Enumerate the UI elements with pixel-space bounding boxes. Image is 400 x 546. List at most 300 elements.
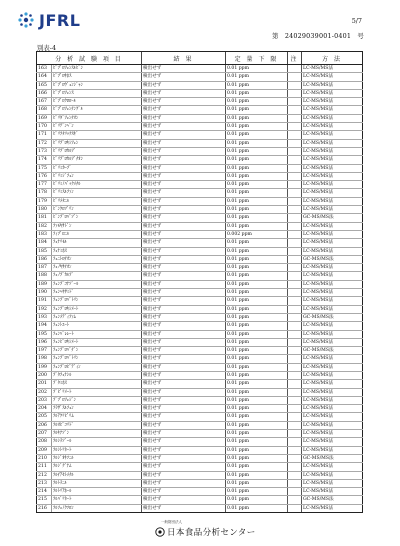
note-cell bbox=[288, 98, 302, 106]
table-row bbox=[37, 380, 363, 388]
analyte-name: ﾌﾙｷﾅｿﾞﾝ bbox=[52, 430, 142, 438]
method-value: LC-MS/MS法 bbox=[302, 230, 363, 238]
method-value: LC-MS/MS法 bbox=[302, 189, 363, 197]
report-number bbox=[268, 31, 364, 40]
result-value: 検出せず bbox=[142, 164, 226, 172]
row-number: 194 bbox=[37, 322, 52, 330]
note-cell bbox=[288, 305, 302, 313]
result-value: 検出せず bbox=[142, 222, 226, 230]
result-value: 検出せず bbox=[142, 330, 226, 338]
method-value: LC-MS/MS法 bbox=[302, 463, 363, 471]
quantitation-limit: 0.01 ppm bbox=[226, 123, 288, 131]
table-row bbox=[37, 504, 363, 512]
result-value: 検出せず bbox=[142, 438, 226, 446]
note-cell bbox=[288, 147, 302, 155]
row-number: 215 bbox=[37, 496, 52, 504]
result-value: 検出せず bbox=[142, 81, 226, 89]
report-number-value: 24029039001-0401 bbox=[284, 32, 352, 40]
row-number: 176 bbox=[37, 172, 52, 180]
method-value: LC-MS/MS法 bbox=[302, 338, 363, 346]
method-value: LC-MS/MS法 bbox=[302, 247, 363, 255]
quantitation-limit: 0.01 ppm bbox=[226, 197, 288, 205]
note-cell bbox=[288, 197, 302, 205]
analyte-name: ﾋﾟﾘﾐｼﾞﾌｪﾝ bbox=[52, 172, 142, 180]
analyte-name: ﾌﾙﾌｪﾉｸｿﾛﾝ bbox=[52, 504, 142, 512]
note-cell bbox=[288, 123, 302, 131]
method-value: LC-MS/MS法 bbox=[302, 396, 363, 404]
method-value: GC-MS/MS法 bbox=[302, 347, 363, 355]
result-value: 検出せず bbox=[142, 430, 226, 438]
result-value: 検出せず bbox=[142, 338, 226, 346]
note-cell bbox=[288, 181, 302, 189]
table-row bbox=[37, 189, 363, 197]
note-cell bbox=[288, 405, 302, 413]
table-row bbox=[37, 396, 363, 404]
table-row bbox=[37, 413, 363, 421]
row-number: 207 bbox=[37, 430, 52, 438]
analyte-name: ﾋﾟﾘﾒﾀﾆﾙ bbox=[52, 197, 142, 205]
analyte-name: ﾌｪﾅﾐﾎｽ bbox=[52, 247, 142, 255]
quantitation-limit: 0.01 ppm bbox=[226, 73, 288, 81]
quantitation-limit: 0.01 ppm bbox=[226, 413, 288, 421]
method-value: LC-MS/MS法 bbox=[302, 264, 363, 272]
method-value: LC-MS/MS法 bbox=[302, 98, 363, 106]
table-row bbox=[37, 280, 363, 288]
result-value: 検出せず bbox=[142, 139, 226, 147]
quantitation-limit: 0.01 ppm bbox=[226, 206, 288, 214]
result-value: 検出せず bbox=[142, 89, 226, 97]
row-number: 195 bbox=[37, 330, 52, 338]
note-cell bbox=[288, 264, 302, 272]
quantitation-limit: 0.01 ppm bbox=[226, 446, 288, 454]
result-value: 検出せず bbox=[142, 272, 226, 280]
quantitation-limit: 0.01 ppm bbox=[226, 65, 288, 73]
method-value: LC-MS/MS法 bbox=[302, 89, 363, 97]
analyte-name: ﾌｪﾆﾄﾛﾁｵﾝ bbox=[52, 255, 142, 263]
table-row bbox=[37, 230, 363, 238]
analyte-name: ﾋﾟﾘﾌﾟﾛｶﾙﾌﾞ bbox=[52, 147, 142, 155]
method-value: LC-MS/MS法 bbox=[302, 330, 363, 338]
analyte-name: ﾌｪﾅﾘﾓﾙ bbox=[52, 239, 142, 247]
row-number: 212 bbox=[37, 471, 52, 479]
quantitation-limit: 0.01 ppm bbox=[226, 305, 288, 313]
note-cell bbox=[288, 421, 302, 429]
row-number: 181 bbox=[37, 214, 52, 222]
row-number: 206 bbox=[37, 421, 52, 429]
note-cell bbox=[288, 247, 302, 255]
quantitation-limit: 0.01 ppm bbox=[226, 181, 288, 189]
note-cell bbox=[288, 255, 302, 263]
method-value: LC-MS/MS法 bbox=[302, 363, 363, 371]
quantitation-limit: 0.01 ppm bbox=[226, 89, 288, 97]
result-value: 検出せず bbox=[142, 388, 226, 396]
quantitation-limit: 0.01 ppm bbox=[226, 189, 288, 197]
table-row bbox=[37, 131, 363, 139]
result-value: 検出せず bbox=[142, 421, 226, 429]
method-value: LC-MS/MS法 bbox=[302, 371, 363, 379]
quantitation-limit: 0.01 ppm bbox=[226, 264, 288, 272]
method-value: GC-MS/MS法 bbox=[302, 313, 363, 321]
table-row bbox=[37, 363, 363, 371]
result-value: 検出せず bbox=[142, 405, 226, 413]
row-number: 163 bbox=[37, 65, 52, 73]
row-number: 183 bbox=[37, 230, 52, 238]
method-value: LC-MS/MS法 bbox=[302, 65, 363, 73]
result-value: 検出せず bbox=[142, 463, 226, 471]
table-label: 別表-4 bbox=[37, 44, 57, 52]
analyte-name: ﾌｪﾝﾌﾞｺﾅｿﾞｰﾙ bbox=[52, 280, 142, 288]
method-value: LC-MS/MS法 bbox=[302, 106, 363, 114]
method-value: GC-MS/MS法 bbox=[302, 496, 363, 504]
result-value: 検出せず bbox=[142, 189, 226, 197]
analyte-name: ﾌﾙﾄﾘｱﾎｰﾙ bbox=[52, 488, 142, 496]
table-row bbox=[37, 322, 363, 330]
result-value: 検出せず bbox=[142, 214, 226, 222]
analyte-name: ﾌﾙｵﾋﾟｺﾘﾄﾞ bbox=[52, 421, 142, 429]
method-value: LC-MS/MS法 bbox=[302, 172, 363, 180]
quantitation-limit: 0.01 ppm bbox=[226, 471, 288, 479]
note-cell bbox=[288, 189, 302, 197]
quantitation-limit: 0.01 ppm bbox=[226, 463, 288, 471]
result-value: 検出せず bbox=[142, 488, 226, 496]
note-cell bbox=[288, 114, 302, 122]
result-value: 検出せず bbox=[142, 197, 226, 205]
method-value: GC-MS/MS法 bbox=[302, 454, 363, 462]
analyte-name: ﾋﾟﾌﾟﾛｸﾛﾛｰﾙ bbox=[52, 98, 142, 106]
method-value: LC-MS/MS法 bbox=[302, 504, 363, 512]
method-value: LC-MS/MS法 bbox=[302, 297, 363, 305]
table-row bbox=[37, 471, 363, 479]
company-logo bbox=[16, 9, 80, 31]
note-cell bbox=[288, 504, 302, 512]
quantitation-limit: 0.01 ppm bbox=[226, 347, 288, 355]
method-value: LC-MS/MS法 bbox=[302, 81, 363, 89]
row-number: 185 bbox=[37, 247, 52, 255]
logo-dots-icon bbox=[16, 10, 36, 30]
note-cell bbox=[288, 106, 302, 114]
note-cell bbox=[288, 371, 302, 379]
method-value: LC-MS/MS法 bbox=[302, 73, 363, 81]
row-number: 172 bbox=[37, 139, 52, 147]
table-row bbox=[37, 98, 363, 106]
result-value: 検出せず bbox=[142, 255, 226, 263]
table-row bbox=[37, 347, 363, 355]
result-value: 検出せず bbox=[142, 106, 226, 114]
note-cell bbox=[288, 388, 302, 396]
method-value: LC-MS/MS法 bbox=[302, 181, 363, 189]
note-cell bbox=[288, 297, 302, 305]
analyte-name: ﾋﾟﾘﾌﾟﾛｶﾙﾌﾞﾁｵﾝ bbox=[52, 156, 142, 164]
analyte-name: ﾌｪﾉｷｻﾁｵﾝ bbox=[52, 264, 142, 272]
note-cell bbox=[288, 488, 302, 496]
row-number: 199 bbox=[37, 363, 52, 371]
note-cell bbox=[288, 363, 302, 371]
note-cell bbox=[288, 89, 302, 97]
table-row bbox=[37, 496, 363, 504]
method-value: LC-MS/MS法 bbox=[302, 131, 363, 139]
analyte-name: ﾌﾙｼﾗｿﾞｰﾙ bbox=[52, 438, 142, 446]
method-value: LC-MS/MS法 bbox=[302, 139, 363, 147]
note-cell bbox=[288, 322, 302, 330]
note-cell bbox=[288, 164, 302, 172]
analyte-name: ﾋﾟﾘﾃﾞﾝﾍﾞﾝ bbox=[52, 123, 142, 131]
quantitation-limit: 0.01 ppm bbox=[226, 430, 288, 438]
method-value: LC-MS/MS法 bbox=[302, 488, 363, 496]
note-cell bbox=[288, 413, 302, 421]
row-number: 205 bbox=[37, 413, 52, 421]
quantitation-limit: 0.01 ppm bbox=[226, 479, 288, 487]
method-value: LC-MS/MS法 bbox=[302, 164, 363, 172]
row-number: 182 bbox=[37, 222, 52, 230]
result-value: 検出せず bbox=[142, 123, 226, 131]
row-number: 173 bbox=[37, 147, 52, 155]
row-number: 174 bbox=[37, 156, 52, 164]
note-cell bbox=[288, 239, 302, 247]
quantitation-limit: 0.01 ppm bbox=[226, 147, 288, 155]
note-cell bbox=[288, 131, 302, 139]
analyte-name: ﾌﾞﾀﾐﾎｽ bbox=[52, 380, 142, 388]
table-row bbox=[37, 156, 363, 164]
result-value: 検出せず bbox=[142, 131, 226, 139]
analyte-name: ﾌｪﾝﾄｴｰﾄ bbox=[52, 322, 142, 330]
analyte-name: ﾋﾟﾘﾐｶｰﾌﾞ bbox=[52, 164, 142, 172]
row-number: 197 bbox=[37, 347, 52, 355]
note-cell bbox=[288, 446, 302, 454]
method-value: GC-MS/MS法 bbox=[302, 255, 363, 263]
quantitation-limit: 0.01 ppm bbox=[226, 355, 288, 363]
row-number: 202 bbox=[37, 388, 52, 396]
row-number: 184 bbox=[37, 239, 52, 247]
row-number: 180 bbox=[37, 206, 52, 214]
method-value: LC-MS/MS法 bbox=[302, 438, 363, 446]
quantitation-limit: 0.01 ppm bbox=[226, 338, 288, 346]
row-number: 169 bbox=[37, 114, 52, 122]
result-value: 検出せず bbox=[142, 206, 226, 214]
table-row bbox=[37, 255, 363, 263]
analyte-name: ﾌﾗｻﾞｽﾙﾌｪﾝ bbox=[52, 405, 142, 413]
row-number: 201 bbox=[37, 380, 52, 388]
method-value: LC-MS/MS法 bbox=[302, 289, 363, 297]
quantitation-limit: 0.01 ppm bbox=[226, 322, 288, 330]
method-value: LC-MS/MS法 bbox=[302, 430, 363, 438]
note-cell bbox=[288, 214, 302, 222]
method-value: LC-MS/MS法 bbox=[302, 388, 363, 396]
report-prefix: 第 bbox=[271, 32, 279, 40]
table-row bbox=[37, 172, 363, 180]
row-number: 193 bbox=[37, 313, 52, 321]
row-number: 164 bbox=[37, 73, 52, 81]
table-row bbox=[37, 330, 363, 338]
result-value: 検出せず bbox=[142, 297, 226, 305]
row-number: 211 bbox=[37, 463, 52, 471]
quantitation-limit: 0.002 ppm bbox=[226, 230, 288, 238]
result-value: 検出せず bbox=[142, 114, 226, 122]
result-value: 検出せず bbox=[142, 230, 226, 238]
row-number: 167 bbox=[37, 98, 52, 106]
analyte-name: ﾌﾙｱｸﾘﾋﾟﾘﾑ bbox=[52, 413, 142, 421]
row-number: 190 bbox=[37, 289, 52, 297]
quantitation-limit: 0.01 ppm bbox=[226, 247, 288, 255]
quantitation-limit: 0.01 ppm bbox=[226, 496, 288, 504]
table-row bbox=[37, 81, 363, 89]
quantitation-limit: 0.01 ppm bbox=[226, 330, 288, 338]
method-value: LC-MS/MS法 bbox=[302, 405, 363, 413]
row-number: 166 bbox=[37, 89, 52, 97]
quantitation-limit: 0.01 ppm bbox=[226, 131, 288, 139]
result-value: 検出せず bbox=[142, 247, 226, 255]
note-cell bbox=[288, 230, 302, 238]
table-row bbox=[37, 463, 363, 471]
row-number: 209 bbox=[37, 446, 52, 454]
note-cell bbox=[288, 272, 302, 280]
result-value: 検出せず bbox=[142, 264, 226, 272]
table-row bbox=[37, 479, 363, 487]
analyte-name: ﾌｪﾝﾒﾃﾞｨﾌｧﾑ bbox=[52, 313, 142, 321]
logo-text: JFRL bbox=[39, 10, 81, 30]
table-row bbox=[37, 197, 363, 205]
analyte-name: ﾌﾙﾄﾗﾆﾙ bbox=[52, 479, 142, 487]
column-header-method: 方 法 bbox=[302, 52, 363, 65]
table-row bbox=[37, 405, 363, 413]
row-number: 165 bbox=[37, 81, 52, 89]
result-value: 検出せず bbox=[142, 380, 226, 388]
note-cell bbox=[288, 479, 302, 487]
method-value: LC-MS/MS法 bbox=[302, 272, 363, 280]
note-cell bbox=[288, 73, 302, 81]
table-row bbox=[37, 206, 363, 214]
quantitation-limit: 0.01 ppm bbox=[226, 139, 288, 147]
row-number: 196 bbox=[37, 338, 52, 346]
note-cell bbox=[288, 338, 302, 346]
result-value: 検出せず bbox=[142, 239, 226, 247]
method-value: LC-MS/MS法 bbox=[302, 147, 363, 155]
result-value: 検出せず bbox=[142, 65, 226, 73]
table-row bbox=[37, 239, 363, 247]
column-header-result: 結 果 bbox=[142, 52, 226, 65]
quantitation-limit: 0.01 ppm bbox=[226, 363, 288, 371]
analyte-name: ﾌｪﾝﾌﾟﾛﾋﾟﾃﾞｨﾝ bbox=[52, 363, 142, 371]
result-value: 検出せず bbox=[142, 413, 226, 421]
result-value: 検出せず bbox=[142, 454, 226, 462]
analyte-name: ﾋﾟﾌﾟﾛﾌｪﾝﾁﾝｸﾞﾙ bbox=[52, 106, 142, 114]
table-row bbox=[37, 305, 363, 313]
quantitation-limit: 0.01 ppm bbox=[226, 81, 288, 89]
result-value: 検出せず bbox=[142, 371, 226, 379]
quantitation-limit: 0.01 ppm bbox=[226, 156, 288, 164]
analyte-name: ﾋﾟﾘﾀﾞﾌｪﾝﾁｵﾝ bbox=[52, 114, 142, 122]
table-row bbox=[37, 421, 363, 429]
report-suffix: 号 bbox=[357, 32, 364, 40]
table-row bbox=[37, 488, 363, 496]
table-row bbox=[37, 139, 363, 147]
quantitation-limit: 0.01 ppm bbox=[226, 371, 288, 379]
table-row bbox=[37, 222, 363, 230]
row-number: 179 bbox=[37, 197, 52, 205]
table-row bbox=[37, 313, 363, 321]
analyte-name: ﾌﾞﾌﾟﾛﾌｪｼﾞﾝ bbox=[52, 396, 142, 404]
result-value: 検出せず bbox=[142, 471, 226, 479]
table-row bbox=[37, 147, 363, 155]
table-row bbox=[37, 446, 363, 454]
row-number: 208 bbox=[37, 438, 52, 446]
quantitation-limit: 0.01 ppm bbox=[226, 454, 288, 462]
table-row bbox=[37, 297, 363, 305]
table-header-row bbox=[37, 52, 363, 65]
analyte-name: ﾌｪﾝﾌﾟﾛﾊﾟﾄﾘﾝ bbox=[52, 355, 142, 363]
analyte-name: ﾌｪﾝﾌﾟﾛﾊﾟﾁﾞﾝ bbox=[52, 347, 142, 355]
method-value: LC-MS/MS法 bbox=[302, 380, 363, 388]
result-value: 検出せず bbox=[142, 172, 226, 180]
quantitation-limit: 0.01 ppm bbox=[226, 396, 288, 404]
table-row bbox=[37, 438, 363, 446]
table-row bbox=[37, 181, 363, 189]
quantitation-limit: 0.01 ppm bbox=[226, 98, 288, 106]
result-value: 検出せず bbox=[142, 479, 226, 487]
row-number: 204 bbox=[37, 405, 52, 413]
table-row bbox=[37, 247, 363, 255]
note-cell bbox=[288, 496, 302, 504]
table-row bbox=[37, 73, 363, 81]
row-number: 187 bbox=[37, 264, 52, 272]
analyte-name: ﾌｪﾝﾊﾞﾚﾚｰﾄ bbox=[52, 330, 142, 338]
quantitation-limit: 0.01 ppm bbox=[226, 272, 288, 280]
quantitation-limit: 0.01 ppm bbox=[226, 297, 288, 305]
row-number: 203 bbox=[37, 396, 52, 404]
note-cell bbox=[288, 430, 302, 438]
table-row bbox=[37, 388, 363, 396]
row-number: 168 bbox=[37, 106, 52, 114]
row-number: 170 bbox=[37, 123, 52, 131]
analyte-name: ﾌｪﾝﾍｷｻﾐﾄﾞ bbox=[52, 289, 142, 297]
row-number: 198 bbox=[37, 355, 52, 363]
method-value: LC-MS/MS法 bbox=[302, 421, 363, 429]
note-cell bbox=[288, 139, 302, 147]
column-header-item: 分 析 試 験 項 目 bbox=[37, 52, 142, 65]
quantitation-limit: 0.01 ppm bbox=[226, 405, 288, 413]
result-value: 検出せず bbox=[142, 504, 226, 512]
analyte-name: ﾌﾞﾀﾌｪﾅｼﾙ bbox=[52, 371, 142, 379]
quantitation-limit: 0.01 ppm bbox=[226, 313, 288, 321]
note-cell bbox=[288, 81, 302, 89]
note-cell bbox=[288, 471, 302, 479]
method-value: LC-MS/MS法 bbox=[302, 222, 363, 230]
result-value: 検出せず bbox=[142, 496, 226, 504]
method-value: LC-MS/MS法 bbox=[302, 479, 363, 487]
quantitation-limit: 0.01 ppm bbox=[226, 222, 288, 230]
result-value: 検出せず bbox=[142, 156, 226, 164]
row-number: 177 bbox=[37, 181, 52, 189]
method-value: LC-MS/MS法 bbox=[302, 239, 363, 247]
quantitation-limit: 0.01 ppm bbox=[226, 239, 288, 247]
analyte-name: ﾌﾙﾁｱｾﾄﾒﾁﾙ bbox=[52, 471, 142, 479]
analyte-name: ﾋﾟﾘﾐｽﾙﾌｧﾝ bbox=[52, 189, 142, 197]
method-value: LC-MS/MS法 bbox=[302, 197, 363, 205]
result-value: 検出せず bbox=[142, 446, 226, 454]
quantitation-limit: 0.01 ppm bbox=[226, 504, 288, 512]
analyte-name: ﾋﾟﾌﾟﾛｳﾞｪﾝｼﾞｬﾝ bbox=[52, 81, 142, 89]
method-value: LC-MS/MS法 bbox=[302, 355, 363, 363]
analyte-name: ﾋﾟﾌﾟﾛﾌｪﾝｽﾙﾋﾞﾝ bbox=[52, 65, 142, 73]
method-value: LC-MS/MS法 bbox=[302, 123, 363, 131]
quantitation-limit: 0.01 ppm bbox=[226, 164, 288, 172]
quantitation-limit: 0.01 ppm bbox=[226, 289, 288, 297]
analyte-name: ﾌｪﾉﾌﾞｶﾙﾌﾞ bbox=[52, 272, 142, 280]
footer-small-text: 一般財団法人 bbox=[161, 520, 182, 524]
table-row bbox=[37, 65, 363, 73]
quantitation-limit: 0.01 ppm bbox=[226, 421, 288, 429]
row-number: 186 bbox=[37, 255, 52, 263]
quantitation-limit: 0.01 ppm bbox=[226, 380, 288, 388]
